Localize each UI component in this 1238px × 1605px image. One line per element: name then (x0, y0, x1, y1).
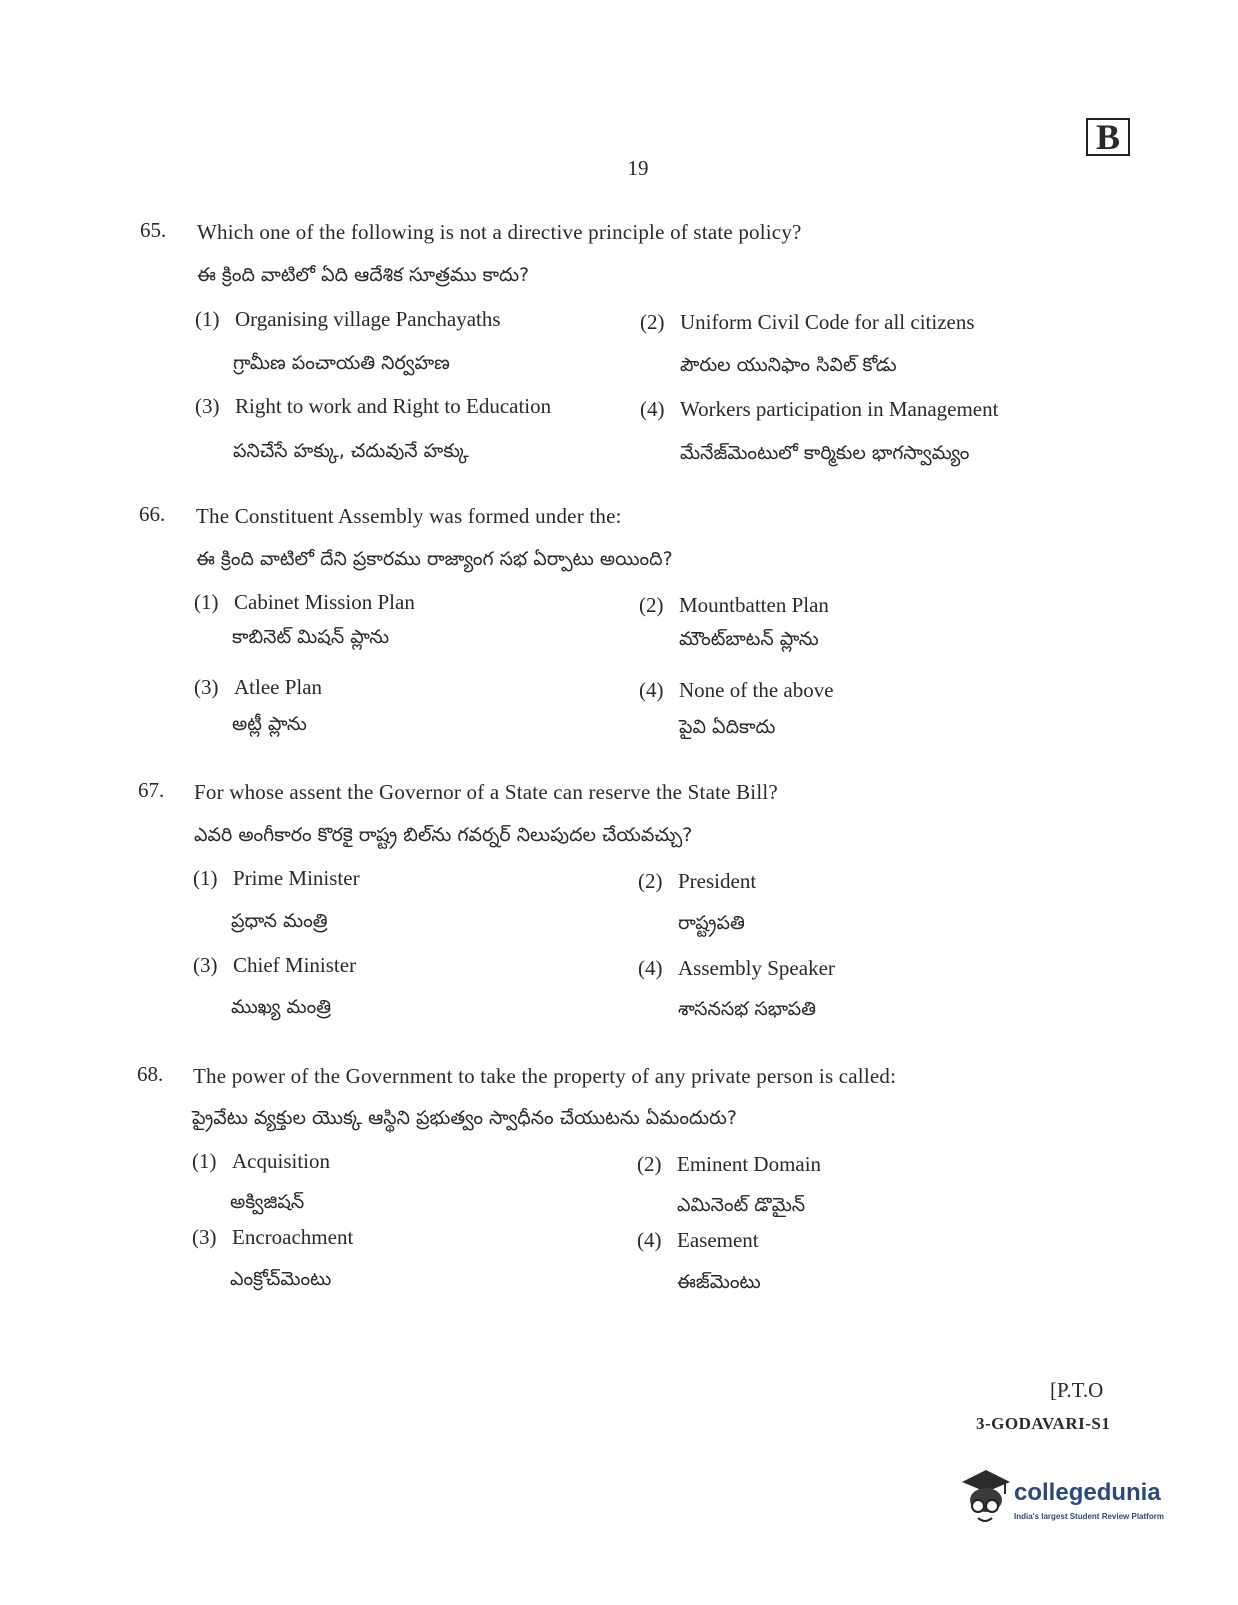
option-number: (1) (192, 1149, 217, 1173)
option-text-telugu: రాష్ట్రపతి (678, 912, 745, 934)
option-text-telugu: ఎమినెంట్ డొమైన్ (677, 1194, 806, 1216)
option-text-english: Right to work and Right to Education (235, 394, 552, 418)
paper-code: 3-GODAVARI-S1 (976, 1414, 1111, 1433)
question-text-telugu: ఈ క్రింది వాటిలో దేని ప్రకారము రాజ్యాంగ సభ ఏర్పాటు అయింది? (196, 548, 673, 570)
option-text-telugu: మేనేజ్‌మెంటులో కార్మికుల భాగస్వామ్యం (680, 442, 970, 464)
option-2 (637, 1152, 821, 1177)
option-text-telugu: పనిచేసే హక్కు, చదువునే హక్కు (233, 440, 469, 462)
watermark-tagline: India's largest Student Review Platform (1014, 1512, 1164, 1521)
question-text-telugu: ప్రైవేటు వ్యక్తుల యొక్క ఆస్థిని ప్రభుత్వం స్వాధీనం చేయుటను ఏమందురు? (192, 1107, 737, 1129)
question-text-english: Which one of the following is not a directive principle of state policy? (197, 220, 802, 244)
question-number: 67. (138, 778, 165, 802)
collegedunia-mascot-icon (958, 1466, 1014, 1532)
watermark-brand: collegedunia (1014, 1479, 1161, 1506)
question-number: 65. (140, 218, 167, 242)
question-number: 68. (137, 1062, 164, 1086)
option-text-english: Prime Minister (233, 866, 360, 890)
option-4 (640, 397, 998, 422)
option-number: (3) (195, 394, 220, 418)
option-text-english: Encroachment (232, 1225, 354, 1249)
option-text-telugu: ఈజ్‌మెంటు (677, 1271, 761, 1293)
option-1 (195, 307, 501, 332)
option-number: (1) (193, 866, 218, 890)
option-1 (194, 590, 415, 615)
option-text-telugu: ప్రధాన మంత్రి (231, 910, 328, 932)
option-number: (2) (639, 593, 664, 617)
option-text-telugu: పౌరుల యునిఫాం సివిల్ కోడు (680, 354, 897, 376)
option-number: (3) (192, 1225, 217, 1249)
option-text-english: Atlee Plan (234, 675, 323, 699)
option-text-telugu: మౌంట్‌బాటన్ ప్లాను (679, 628, 819, 650)
option-text-english: Uniform Civil Code for all citizens (680, 310, 975, 334)
option-3 (193, 953, 356, 978)
option-text-telugu: అక్విజిషన్ (230, 1191, 305, 1213)
option-text-english: None of the above (679, 678, 834, 702)
option-number: (2) (640, 310, 665, 334)
question-text-telugu: ఈ క్రింది వాటిలో ఏది ఆదేశిక సూత్రము కాదు? (197, 264, 530, 286)
option-text-english: Assembly Speaker (678, 956, 835, 980)
option-2 (640, 310, 975, 335)
please-turn-over: [P.T.O (1050, 1378, 1104, 1402)
option-3 (192, 1225, 353, 1250)
option-3 (194, 675, 322, 700)
set-code-box: B (1086, 118, 1130, 156)
option-number: (4) (640, 397, 665, 421)
option-text-english: Workers participation in Management (680, 397, 999, 421)
option-1 (192, 1149, 330, 1174)
option-2 (638, 869, 756, 894)
option-number: (3) (193, 953, 218, 977)
option-text-telugu: పైవి ఏదికాదు (679, 716, 776, 738)
option-number: (2) (638, 869, 663, 893)
option-number: (3) (194, 675, 219, 699)
option-number: (4) (639, 678, 664, 702)
option-text-english: Easement (677, 1228, 759, 1252)
option-text-english: President (678, 869, 757, 893)
option-number: (4) (637, 1228, 662, 1252)
question-number: 66. (139, 502, 166, 526)
option-text-english: Chief Minister (233, 953, 357, 977)
question-text-english: For whose assent the Governor of a State can reserve the State Bill? (194, 780, 778, 804)
option-2 (639, 593, 829, 618)
option-text-telugu: గ్రామీణ పంచాయతి నిర్వహణ (233, 352, 450, 374)
option-text-telugu: ఎంక్రోచ్‌మెంటు (230, 1268, 332, 1290)
question-text-english: The Constituent Assembly was formed under the: (196, 504, 622, 528)
option-number: (1) (194, 590, 219, 614)
option-1 (193, 866, 360, 891)
option-number: (1) (195, 307, 220, 331)
option-4 (637, 1228, 759, 1253)
option-text-english: Acquisition (232, 1149, 330, 1173)
option-3 (195, 394, 551, 419)
question-text-telugu: ఎవరి అంగీకారం కొరకై రాష్ట్ర బిల్‌ను గవర్నర్ నిలుపుదల చేయవచ్చు? (194, 824, 693, 846)
option-text-telugu: శాసనసభ సభాపతి (678, 998, 816, 1020)
option-text-english: Organising village Panchayaths (235, 307, 501, 331)
option-4 (638, 956, 835, 981)
option-text-telugu: ముఖ్య మంత్రి (231, 996, 332, 1018)
option-text-english: Cabinet Mission Plan (234, 590, 415, 614)
option-text-telugu: కాబినెట్ మిషన్ ప్లాను (232, 626, 390, 648)
option-4 (639, 678, 834, 703)
option-text-english: Eminent Domain (677, 1152, 822, 1176)
option-number: (2) (637, 1152, 662, 1176)
option-number: (4) (638, 956, 663, 980)
page-number: 19 (627, 156, 649, 180)
question-text-english: The power of the Government to take the property of any private person is called: (193, 1064, 897, 1088)
option-text-english: Mountbatten Plan (679, 593, 829, 617)
option-text-telugu: అట్లీ ప్లాను (232, 713, 307, 735)
